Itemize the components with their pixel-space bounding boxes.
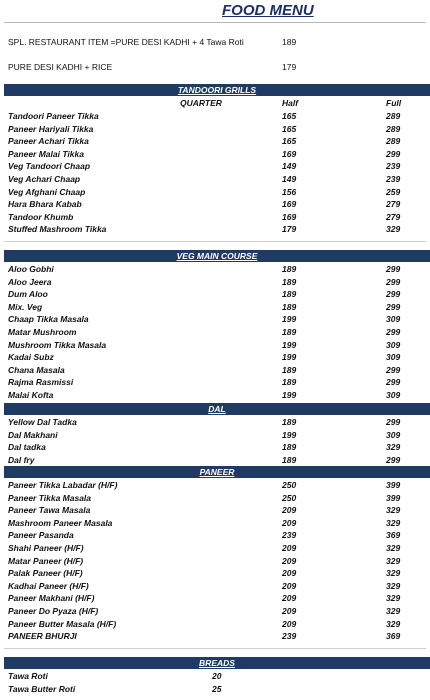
menu-item-name: Stuffed Mashroom Tikka [8, 224, 107, 235]
special-item-name: PURE DESI KADHI + RICE [8, 62, 113, 72]
section-header-dal: DAL [4, 403, 430, 415]
menu-item-half-price: 209 [282, 618, 297, 629]
section-header-tandoori-grills: TANDOORI GRILLS [4, 84, 430, 96]
menu-item-name: Aloo Jeera [8, 276, 52, 287]
menu-item-full-price: 369 [386, 631, 401, 642]
menu-item-half-price: 189 [282, 326, 297, 337]
menu-item-row [0, 670, 430, 683]
menu-item-row [0, 288, 430, 301]
menu-item-half-price: 209 [282, 517, 297, 528]
menu-item-name: Dum Aloo [8, 289, 48, 300]
menu-item-full-price: 239 [386, 173, 401, 184]
menu-item-full-price: 289 [386, 111, 401, 121]
menu-item-name: Veg Tandoori Chaap [8, 161, 91, 172]
menu-item-row [0, 517, 430, 530]
menu-item-row [0, 683, 430, 696]
menu-item-half-price: 149 [282, 173, 297, 184]
menu-item-half-price: 189 [282, 276, 297, 287]
menu-item-full-price: 329 [386, 442, 401, 453]
section-items-tandoori-grills [0, 110, 430, 236]
column-header-quarter: QUARTER [180, 98, 222, 108]
menu-item-name: Matar Mushroom [8, 326, 77, 337]
menu-item-half-price: 165 [282, 111, 297, 121]
menu-item-half-price: 250 [282, 480, 297, 490]
menu-item-full-price: 279 [386, 199, 401, 210]
menu-item-name: Mashroom Paneer Masala [8, 517, 113, 528]
menu-item-full-price: 299 [386, 301, 401, 312]
menu-item-full-price: 299 [386, 264, 401, 274]
menu-item-half-price: 199 [282, 314, 297, 325]
menu-item-full-price: 299 [386, 148, 401, 159]
menu-item-name: Tawa Butter Roti [8, 683, 76, 694]
menu-item-row [0, 301, 430, 314]
menu-item-row [0, 173, 430, 186]
menu-item-half-price: 199 [282, 429, 297, 440]
menu-item-row [0, 630, 430, 643]
menu-item-full-price: 299 [386, 326, 401, 337]
section-header-breads: BREADS [4, 657, 430, 669]
menu-item-half-price: 199 [282, 339, 297, 350]
menu-title: FOOD MENU [222, 2, 314, 19]
menu-item-row [0, 339, 430, 352]
menu-item-name: Paneer Makhani (H/F) [8, 593, 95, 604]
menu-item-half-price: 189 [282, 289, 297, 300]
menu-item-name: Veg Achari Chaap [8, 173, 81, 184]
column-header-full: Full [386, 98, 402, 108]
menu-item-name: Tawa Roti [8, 671, 48, 681]
menu-item-full-price: 309 [386, 389, 401, 400]
menu-item-row [0, 211, 430, 224]
menu-item-name: Paneer Butter Masala (H/F) [8, 618, 117, 629]
menu-item-name: Palak Paneer (H/F) [8, 568, 83, 579]
menu-item-name: Rajma Rasmissi [8, 377, 74, 388]
special-item-2 [8, 62, 297, 72]
menu-item-full-price: 399 [386, 492, 401, 503]
menu-item-name: Paneer Achari Tikka [8, 136, 89, 147]
menu-item-half-price: 149 [282, 161, 297, 172]
menu-item-name: Paneer Tawa Masala [8, 505, 91, 516]
menu-item-full-price: 329 [386, 605, 401, 616]
menu-item-name: Chaap Tikka Masala [8, 314, 89, 325]
menu-item-row [0, 567, 430, 580]
menu-item-row [0, 223, 430, 236]
menu-item-name: Dal fry [8, 454, 35, 465]
menu-item-half-price: 199 [282, 352, 297, 363]
menu-item-full-price: 329 [386, 618, 401, 629]
section-items-breads [0, 670, 430, 695]
menu-item-full-price: 299 [386, 364, 401, 375]
menu-item-half-price: 209 [282, 505, 297, 516]
menu-item-name: Mix. Veg [8, 301, 43, 312]
menu-item-full-price: 259 [386, 186, 401, 197]
menu-item-half-price: 189 [282, 264, 297, 274]
menu-item-row [0, 504, 430, 517]
menu-item-half-price: 169 [282, 211, 297, 222]
menu-item-name: Mushroom Tikka Masala [8, 339, 107, 350]
menu-item-row [0, 110, 430, 123]
menu-item-name: Matar Paneer (H/F) [8, 555, 84, 566]
menu-item-row [0, 148, 430, 161]
menu-item-name: Paneer Hariyali Tikka [8, 123, 94, 134]
section-divider [4, 648, 426, 649]
menu-item-row [0, 351, 430, 364]
menu-item-full-price: 299 [386, 454, 401, 465]
menu-item-full-price: 329 [386, 568, 401, 579]
menu-item-half-price: 169 [282, 148, 297, 159]
menu-item-row [0, 389, 430, 402]
section-items-paneer [0, 479, 430, 643]
menu-item-full-price: 309 [386, 314, 401, 325]
menu-item-row [0, 555, 430, 568]
section-divider [4, 241, 426, 242]
menu-item-half-price: 250 [282, 492, 297, 503]
menu-item-row [0, 605, 430, 618]
menu-item-name: Yellow Dal Tadka [8, 417, 77, 427]
menu-item-full-price: 279 [386, 211, 401, 222]
menu-item-half-price: 165 [282, 136, 297, 147]
menu-item-half-price: 179 [282, 224, 297, 235]
menu-item-row [0, 123, 430, 136]
menu-item-half-price: 20 [212, 671, 222, 681]
menu-item-half-price: 165 [282, 123, 297, 134]
menu-item-row [0, 263, 430, 276]
menu-item-name: Kadhai Paneer (H/F) [8, 580, 89, 591]
menu-item-name: Malai Kofta [8, 389, 54, 400]
menu-item-row [0, 160, 430, 173]
menu-item-half-price: 25 [212, 683, 222, 694]
menu-item-name: Paneer Tikka Labadar (H/F) [8, 480, 118, 490]
menu-item-full-price: 239 [386, 161, 401, 172]
menu-item-half-price: 189 [282, 301, 297, 312]
menu-item-row [0, 326, 430, 339]
column-header-half: Half [282, 98, 299, 108]
menu-item-full-price: 299 [386, 417, 401, 427]
menu-item-row [0, 376, 430, 389]
menu-item-row [0, 592, 430, 605]
menu-item-row [0, 618, 430, 631]
menu-item-row [0, 454, 430, 467]
menu-item-half-price: 209 [282, 542, 297, 553]
menu-item-half-price: 189 [282, 442, 297, 453]
menu-item-row [0, 479, 430, 492]
menu-item-full-price: 289 [386, 136, 401, 147]
menu-item-name: Veg Afghani Chaap [8, 186, 86, 197]
special-item-price: 189 [282, 37, 297, 47]
menu-item-full-price: 369 [386, 530, 401, 541]
menu-item-half-price: 209 [282, 568, 297, 579]
menu-item-half-price: 189 [282, 454, 297, 465]
menu-item-row [0, 441, 430, 454]
menu-item-full-price: 329 [386, 224, 401, 235]
menu-item-name: Paneer Pasanda [8, 530, 74, 541]
menu-item-half-price: 209 [282, 580, 297, 591]
menu-item-half-price: 209 [282, 555, 297, 566]
menu-item-name: Hara Bhara Kabab [8, 199, 82, 210]
menu-item-name: Aloo Gobhi [8, 264, 54, 274]
menu-item-half-price: 239 [282, 631, 297, 642]
menu-item-half-price: 239 [282, 530, 297, 541]
menu-item-row [0, 276, 430, 289]
section-items-veg-main-course [0, 263, 430, 402]
special-item-price: 179 [282, 62, 297, 72]
menu-item-full-price: 329 [386, 542, 401, 553]
section-items-dal [0, 416, 430, 466]
menu-item-row [0, 313, 430, 326]
menu-item-row [0, 364, 430, 377]
menu-item-full-price: 329 [386, 580, 401, 591]
menu-item-row [0, 580, 430, 593]
menu-item-half-price: 169 [282, 199, 297, 210]
menu-item-half-price: 209 [282, 605, 297, 616]
menu-item-name: Paneer Malai Tikka [8, 148, 84, 159]
menu-item-full-price: 309 [386, 429, 401, 440]
menu-item-full-price: 399 [386, 480, 401, 490]
menu-item-name: PANEER BHURJI [8, 631, 77, 642]
menu-item-half-price: 189 [282, 417, 297, 427]
menu-item-half-price: 189 [282, 377, 297, 388]
menu-item-name: Tandoor Khumb [8, 211, 74, 222]
menu-item-half-price: 189 [282, 364, 297, 375]
menu-item-name: Paneer Tikka Masala [8, 492, 92, 503]
menu-item-name: Kadai Subz [8, 352, 54, 363]
menu-item-row [0, 542, 430, 555]
menu-item-name: Paneer Do Pyaza (H/F) [8, 605, 99, 616]
menu-item-half-price: 199 [282, 389, 297, 400]
menu-item-half-price: 156 [282, 186, 297, 197]
menu-item-full-price: 309 [386, 352, 401, 363]
menu-item-full-price: 329 [386, 505, 401, 516]
menu-item-full-price: 299 [386, 276, 401, 287]
title-divider [4, 22, 426, 23]
menu-item-full-price: 329 [386, 517, 401, 528]
menu-item-name: Shahi Paneer (H/F) [8, 542, 84, 553]
menu-item-row [0, 186, 430, 199]
menu-item-row [0, 135, 430, 148]
special-item-name: SPL. RESTAURANT ITEM =PURE DESI KADHI + 4 Tawa Roti [8, 37, 244, 47]
menu-item-full-price: 289 [386, 123, 401, 134]
menu-item-name: Dal Makhani [8, 429, 58, 440]
menu-item-full-price: 329 [386, 593, 401, 604]
menu-item-name: Chana Masala [8, 364, 65, 375]
section-header-veg-main-course: VEG MAIN COURSE [4, 250, 430, 262]
menu-item-full-price: 299 [386, 377, 401, 388]
menu-item-half-price: 209 [282, 593, 297, 604]
menu-item-row [0, 198, 430, 211]
section-header-paneer: PANEER [4, 466, 430, 478]
menu-item-row [0, 429, 430, 442]
menu-item-row [0, 529, 430, 542]
menu-item-full-price: 329 [386, 555, 401, 566]
menu-item-full-price: 309 [386, 339, 401, 350]
menu-item-full-price: 299 [386, 289, 401, 300]
menu-item-row [0, 416, 430, 429]
menu-item-name: Tandoori Paneer Tikka [8, 111, 99, 121]
special-item-1 [8, 37, 297, 47]
menu-item-name: Dal tadka [8, 442, 46, 453]
menu-item-row [0, 492, 430, 505]
